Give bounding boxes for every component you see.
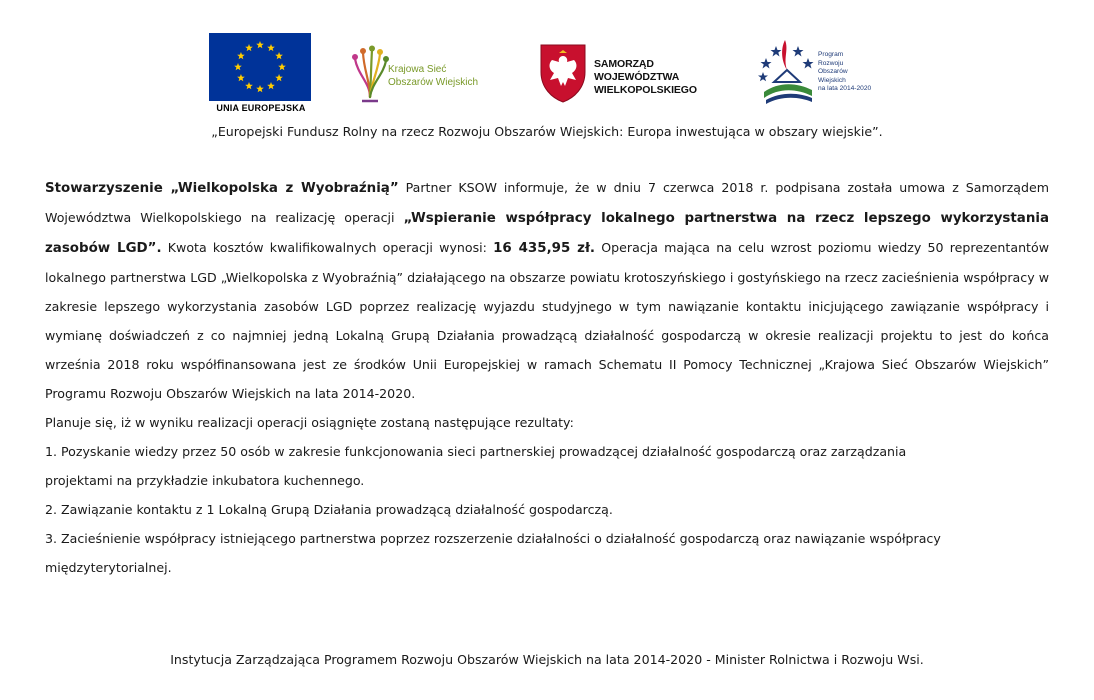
result-1-line-1: 1. Pozyskanie wiedzy przez 50 osób w zakresie funkcjonowania sieci partnerskiej prowadzącej działalność gospodarczą oraz zarządzania	[45, 444, 907, 459]
announcement-paragraph	[45, 173, 1049, 408]
organization-name: Stowarzyszenie „Wielkopolska z Wyobraźnią”	[45, 181, 399, 196]
eu-star-icon	[256, 85, 264, 92]
eu-caption: UNIA EUROPEJSKA	[216, 103, 306, 113]
eu-star-icon	[256, 41, 264, 48]
eu-star-icon	[278, 63, 286, 70]
prow-logo	[756, 36, 886, 110]
ksow-line-1: Krajowa Sieć	[388, 64, 447, 75]
ksow-name	[388, 63, 478, 89]
paragraph-text-3: Operacja mająca na celu wzrost poziomu wiedzy 50 reprezentantów lokalnego partnerstwa LGD „Wielkopolska z Wyobraźnią” działającego na obszarze powiatu krotoszyńskiego i gostyńskiego na rzecz zacieśnienia współpracy w zakresie lepszego wykorzystania zasobów LGD poprzez realizację wyjazdu studyjnego w tym nawiązanie kontaktu inicjującego zawiązanie współpracy i wymianę doświadczeń z co najmniej jedną Lokalną Grupą Działania prowadzącą działalność gospodarczą w okresie realizacji projektu to jest do końca września 2018 roku współfinansowana jest ze środków Unii Europejskiej w ramach Schematu II Pomocy Technicznej „Krajowa Sieć Obszarów Wiejskich” Programu Rozwoju Obszarów Wiejskich na lata 2014-2020.	[45, 240, 1049, 401]
wielkopolska-line-2: WIELKOPOLSKIEGO	[594, 84, 697, 96]
eu-star-icon	[234, 63, 242, 70]
eafrd-motto: „Europejski Fundusz Rolny na rzecz Rozwoju Obszarów Wiejskich: Europa inwestująca w obszary wiejskie”.	[211, 124, 883, 139]
wielkopolska-logo	[538, 42, 738, 106]
ksow-logo	[350, 45, 510, 107]
announcement-body	[45, 173, 1049, 582]
prow-line-5: na lata 2014-2020	[818, 85, 872, 93]
prow-line-2: Rozwoju	[818, 59, 844, 67]
eu-logo	[209, 33, 313, 113]
result-1-line-2: projektami na przykładzie inkubatora kuchennego.	[45, 473, 365, 488]
ksow-line-2: Obszarów Wiejskich	[388, 77, 479, 88]
logo-strip	[0, 30, 1094, 116]
eu-star-icon	[245, 82, 253, 89]
eu-star-icon	[275, 74, 283, 81]
prow-emblem-icon	[756, 36, 818, 110]
result-3-line-2: międzyterytorialnej.	[45, 560, 172, 575]
wielkopolska-line-1: SAMORZĄD WOJEWÓDZTWA	[594, 58, 680, 83]
eu-star-icon	[237, 52, 245, 59]
eu-star-icon	[267, 82, 275, 89]
paragraph-text-2: Kwota kosztów kwalifikowalnych operacji wynosi:	[161, 240, 494, 255]
prow-line-4: Wiejskich	[818, 76, 846, 84]
eligible-cost-amount: 16 435,95 zł.	[493, 241, 596, 256]
ksow-tree-icon	[350, 45, 390, 107]
operation-title: „Wspieranie współpracy lokalnego partnerstwa na rzecz lepszego wykorzystania zasobów LGD”.	[45, 211, 1049, 256]
eu-star-icon	[245, 44, 253, 51]
prow-line-3: Obszarów	[818, 68, 848, 76]
wielkopolska-name	[594, 58, 738, 97]
eu-star-icon	[237, 74, 245, 81]
result-3-line-1: 3. Zacieśnienie współpracy istniejącego partnerstwa poprzez rozszerzenie działalności o działalność gospodarczą oraz nawiązanie współpracy	[45, 531, 941, 546]
managing-authority-footer: Instytucja Zarządzająca Programem Rozwoju Obszarów Wiejskich na lata 2014-2020 - Minister Rolnictwa i Rozwoju Wsi.	[170, 652, 924, 667]
eu-flag-icon	[209, 33, 311, 101]
eu-star-icon	[275, 52, 283, 59]
prow-line-1: Program	[818, 51, 844, 58]
prow-name	[818, 51, 871, 94]
result-2-line-1: 2. Zawiązanie kontaktu z 1 Lokalną Grupą Działania prowadzącą działalność gospodarczą.	[45, 502, 613, 517]
paragraph-text-1: Partner KSOW informuje, że w dniu 7 czerwca 2018 r. podpisana została umowa z Samorządem Województwa Wielkopolskiego na realizację operacji	[45, 180, 1049, 225]
eu-star-icon	[267, 44, 275, 51]
eagle-crest-icon	[538, 42, 588, 104]
results-intro: Planuje się, iż w wyniku realizacji operacji osiągnięte zostaną następujące rezultaty:	[45, 415, 574, 430]
